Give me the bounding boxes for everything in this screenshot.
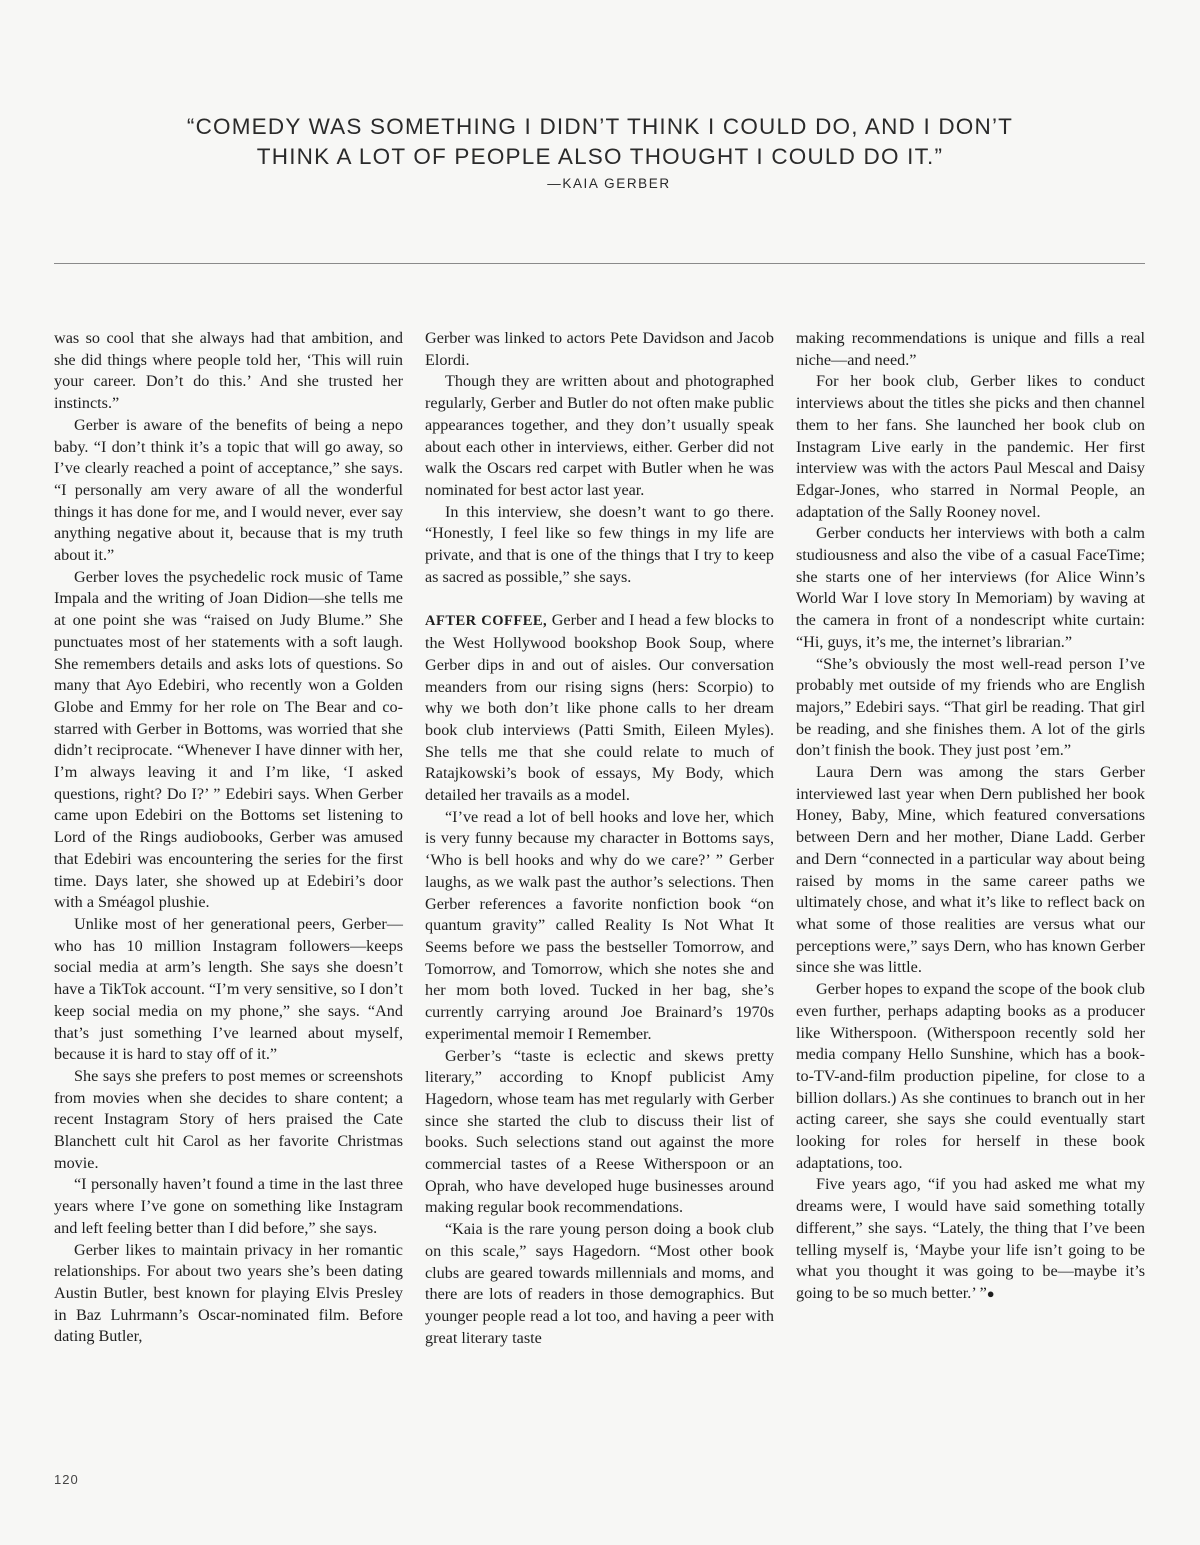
paragraph: Gerber was linked to actors Pete Davidson and Jacob Elordi.: [425, 329, 774, 369]
paragraph-text: Gerber and I head a few blocks to the West Hollywood bookshop Book Soup, where Gerber dips in and out of aisles. Our conversation meanders from our rising signs (hers: Scorpio) to why we both don’t like phone calls to her dream book club interviews (Patti Smith, Eileen Myles). She tells me that she could relate to much of Ratajkowski’s book of essays, My Body, which detailed her travails as a model.: [425, 611, 774, 805]
paragraph: Laura Dern was among the stars Gerber interviewed last year when Dern published her book Honey, Baby, Mine, which featured conversations between Dern and her mother, Diane Ladd. Gerber and Dern “connected in a particular way about being raised by moms in the same career paths we ultimately chose, and what it’s like to reflect back on what some of those realities are versus what our perceptions were,” says Dern, who has known Gerber since she was little.: [796, 763, 1145, 977]
paragraph: Gerber hopes to expand the scope of the book club even further, perhaps adapting books as a producer like Witherspoon. (Witherspoon recently sold her media company Hello Sunshine, which has a book-to-TV-and-film production pipeline, for close to a billion dollars.) As she continues to branch out in her acting career, she says she could eventually start looking for roles for herself in these book adaptations, too.: [796, 980, 1145, 1172]
horizontal-divider: [54, 263, 1145, 264]
paragraph: “I personally haven’t found a time in the last three years where I’ve gone on something like Instagram and left feeling better than I did before,” she says.: [54, 1175, 403, 1237]
article-column-2: [425, 328, 774, 1349]
pull-quote: [0, 112, 1200, 191]
paragraph: “I’ve read a lot of bell hooks and love her, which is very funny because my character in Bottoms says, ‘Who is bell hooks and why do we care?’ ” Gerber laughs, as we walk past the author’s selections. Then Gerber references a favorite nonfiction book “on quantum gravity” called Reality Is Not What It Seems before we pass the bestseller Tomorrow, and Tomorrow, and Tomorrow, which she notes she and her mom both loved. Tucked in her bag, she’s currently carrying around Joe Brainard’s 1970s experimental memoir I Remember.: [425, 807, 774, 1043]
paragraph: She says she prefers to post memes or screenshots from movies when she decides to share content; a recent Instagram Story of hers praised the Cate Blanchett cult hit Carol as her favorite Christmas movie.: [54, 1066, 403, 1172]
paragraph: Gerber’s “taste is eclectic and skews pretty literary,” according to Knopf publicist Amy Hagedorn, whose team has met regularly with Gerber since she started the club to discuss their list of books. Such selections stand out against the more commercial tastes of a Reese Witherspoon or an Oprah, who have developed huge businesses around making regular book recommendations.: [425, 1046, 774, 1217]
section-lead-in: AFTER COFFEE,: [425, 613, 548, 630]
paragraph: In this interview, she doesn’t want to go there. “Honestly, I feel like so few things in my life are private, and that is one of the things that I try to keep as sacred as possible,” she says.: [425, 502, 774, 586]
article-column-3: [796, 328, 1145, 1305]
paragraph: “She’s obviously the most well-read person I’ve probably met outside of my friends who are English majors,” Edebiri says. “That girl be reading. That girl be reading, and she finishes them. A lot of the girls don’t finish the book. They just post ’em.”: [796, 654, 1145, 760]
paragraph: “Kaia is the rare young person doing a book club on this scale,” says Hagedorn. “Most other book clubs are geared towards millennials and moms, and there are lots of readers in those demographics. But younger people read a lot too, and having a peer with great literary taste: [425, 1220, 774, 1347]
article-column-1: [54, 328, 403, 1348]
page-number: 120: [54, 1472, 79, 1487]
paragraph: Though they are written about and photographed regularly, Gerber and Butler do not often make public appearances together, and they don’t usually speak about each other in interviews, either. Gerber did not walk the Oscars red carpet with Butler when he was nominated for best actor last year.: [425, 372, 774, 499]
paragraph: Gerber loves the psychedelic rock music of Tame Impala and the writing of Joan Didion—she tells me at one point she was “raised on Judy Blume.” She punctuates most of her statements with a soft laugh. She remembers details and asks lots of questions. So many that Ayo Edebiri, who recently won a Golden Globe and Emmy for her role on The Bear and co-starred with Gerber in Bottoms, was worried that she didn’t reciprocate. “Whenever I have dinner with her, I’m always leaving it and I’m like, ‘I asked questions, right? Do I?’ ” Edebiri says. When Gerber came upon Edebiri on the Bottoms set listening to Lord of the Rings audiobooks, Gerber was amused that Edebiri was encountering the series for the first time. Days later, she showed up at Edebiri’s door with a Sméagol plushie.: [54, 567, 403, 912]
pull-quote-line-2: THINK A LOT OF PEOPLE ALSO THOUGHT I COULD DO IT.”: [256, 144, 944, 169]
paragraph: was so cool that she always had that ambition, and she did things where people told her, ‘This will ruin your career. Don’t do this.’ And she trusted her instincts.”: [54, 329, 403, 413]
pull-quote-line-1: “COMEDY WAS SOMETHING I DIDN’T THINK I COULD DO, AND I DON’T: [186, 114, 1014, 139]
section-lead-paragraph: [425, 610, 774, 806]
paragraph: making recommendations is unique and fills a real niche—and need.”: [796, 329, 1145, 369]
paragraph: Gerber is aware of the benefits of being a nepo baby. “I don’t think it’s a topic that will go away, so I’ve clearly reached a point of acceptance,” she says. “I personally am very aware of all the wonderful things it has done for me, and I would never, ever say anything negative about it, because that is my truth about it.”: [54, 415, 403, 565]
paragraph: Gerber conducts her interviews with both a calm studiousness and also the vibe of a casual FaceTime; she starts one of her interviews (for Alice Winn’s World War I love story In Memoriam) by waving at the camera in front of a nondescript white curtain: “Hi, guys, it’s me, the internet’s librarian.”: [796, 524, 1145, 651]
paragraph: Gerber likes to maintain privacy in her romantic relationships. For about two years she’s been dating Austin Butler, best known for playing Elvis Presley in Baz Luhrmann’s Oscar-nominated film. Before dating Butler,: [54, 1240, 403, 1346]
paragraph-text: Five years ago, “if you had asked me what my dreams were, I would have said something totally different,” she says. “Lately, the thing that I’ve been telling myself is, ‘Maybe your life isn’t going to be what you thought it was going to be—maybe it’s going to be so much better.’ ”: [796, 1175, 1145, 1302]
end-mark-icon: ●: [986, 1285, 995, 1301]
paragraph: For her book club, Gerber likes to conduct interviews about the titles she picks and then channel them to her fans. She launched her book club on Instagram Live early in the pandemic. Her first interview was with the actors Paul Mescal and Daisy Edgar-Jones, who starred in Normal People, an adaptation of the Sally Rooney novel.: [796, 372, 1145, 521]
pull-quote-attribution: —KAIA GERBER: [547, 176, 671, 191]
paragraph: Unlike most of her generational peers, Gerber—who has 10 million Instagram followers—keeps social media at arm’s length. She says she doesn’t have a TikTok account. “I’m very sensitive, so I don’t keep social media on my phone,” she says. “And that’s just something I’ve learned about myself, because it is hard to stay off of it.”: [54, 914, 403, 1064]
final-paragraph: [796, 1174, 1145, 1304]
